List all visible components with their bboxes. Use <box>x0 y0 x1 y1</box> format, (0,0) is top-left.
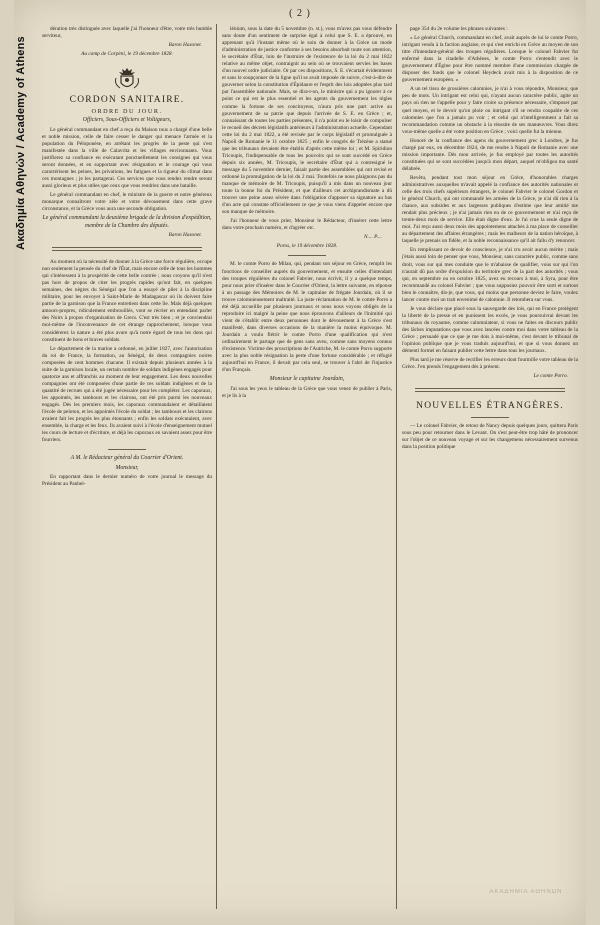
newspaper-page <box>14 0 586 925</box>
signature: Baron Hasonet. <box>168 42 202 49</box>
page-number: ( 2 ) <box>289 8 311 19</box>
divider <box>288 255 326 256</box>
archive-stamp: Ακαδημία Αθηνών / Academy of Athens <box>15 36 27 250</box>
salutation: Officiers, Sous-Officiers et Voltigeurs, <box>82 117 172 124</box>
dateline: Poros, le 19 décembre 1828. <box>276 243 338 250</box>
column-1 <box>42 26 212 916</box>
paragraph: J'ai l'honneur de vous prier, Monsieur le Rédacteur, d'insérer cette lettre dans votre prochain numéro, et d'agréer etc. <box>222 218 392 232</box>
royal-crest-icon <box>112 66 142 92</box>
paragraph: Le général commandant en chef a reçu du Maison tous a chargé d'une belle et noble mission, celle de faire cesser le danger qui menace l'armée et la population du Péloponèse, en arrêtant les progrès de la peste qui s'est manifestée dans la ville de Calavrita et les villages environnants. Vous justifierez sa confiance en exécutant ponctuellement les consignes qui vous seront données, et en supportant avec résignation et le courage qui vous caractérisent les peines, les privations, les fatigues et la rigueur du climat dans ces montagnes ; je les partagerai. Ces services que vous rendez rendre seront aussi glorieux et plus utiles que ceux que vous rendriez dans une bataille. <box>42 126 212 190</box>
paragraph: Honoré de la confiance des agens du gouvernement grec à Londres, je fus chargé par eux, en décembre 1824, de me rendre à Napoli de Romanie avec une mission importante. Dès mon arrivée, je fus employé par toutes les autorités constituées qui se sont succédées jusqu'à mon départ, auquel m'obligea ma santé délabrée. <box>402 137 578 172</box>
paragraph: — Le colonel Fabvier, de retour de Nancy depuis quelques jours, quittera Paris sous peu pour retourner dans le Levant. On s'est peut-être trop hâté de prononcer sur l'objet de ce nouveau voyage et sur les changemens nécessairement survenus dans la position politique <box>402 423 578 451</box>
paragraph: Je vous déclare que placé sous la sauvegarde des lois, qui en France protègent la liberté de la presse et en punissent les excès, je vous poursuivrai devant les tribunaux du royaume, comme calomniateur, si vous ne faites en discours public des lâches imputations que vous avez lancées contre moi dans votre tableau de la Grèce ; persuadé que ce que je me dois à moi-même, c'est devant le tribunal de l'opinion publique que je vous traduis aujourd'hui, et que si vous donnez un démenti formel en faisant publier cette lettre dans tous les journaux. <box>402 305 578 355</box>
section-heading: CORDON SANITAIRE. <box>69 95 185 106</box>
section-heading: NOUVELLES ÉTRANGÈRES. <box>416 401 564 412</box>
paragraph: Le général commandant en chef, le ministre de la guerre et notre généreux monarque connaîtront votre zèle et votre dévouement dans cette grave circonstance, et la Grèce vous aura une seconde obligation. <box>42 192 212 213</box>
paragraph: Plus tard je me réserve de rectifier les erreurs dont fourmille votre tableau de la Grèce. J'en prends l'engagement dès à présent. <box>402 357 578 371</box>
paragraph: A un tel tissu de grossières calomnies, je n'ai à vous répondre, Monsieur, que peu de mots. Un intrigant est celui qui, n'ayant aucun caractère public, agite un pays où rien ne l'appelle pour y faire croire sa présence nécessaire, s'imposer par quel moyen, et le devoir qu'on ploie ou intrigant s'il se rendra coupable de ces calomnies que l'on a jamais pu voir ; et celui qui n'intelligemment a fait sa recommandation comme un obstacle à la réussite de ses manœuvres. Vous direz vous-même quelle a été votre position en Grèce ; voici quelle fut la mienne. <box>402 86 578 135</box>
library-watermark: ΑΚΑΔΗΜΙΑ ΑΘΗΝΩΝ <box>489 889 563 895</box>
order-title: Le général commandant la deuxième brigade de la division d'expédition, membre de la Chambre des députés. <box>42 215 212 229</box>
divider <box>471 417 509 418</box>
column-rule-left <box>216 24 217 909</box>
signature: Baron Hasonet. <box>168 232 202 239</box>
column-3 <box>402 26 578 916</box>
paragraph: M. le comte Porro de Milan, qui, pendant son séjour en Grèce, remplit les fonctions de conseiller auprès du gouvernement, et ensuite celles d'intendant des troupes régulières du colonel Fabvier, nous écrivit, il y a quelque temps, pour nous prier d'insérer dans le Courrier d'Orient, la lettre suivante, en réponse à un passage des Mémoires de M. le capitaine de frégate Jourdain, où il se trouve calomnieusement maltraité. La juste réclamation de M. le comte Porro a été déjà accueillie par plusieurs journaux et nous nous voyons obligés de la reproduire ici malgré la peine que nous éprouvons d'ailleurs de l'inimitié qui vient de s'établir entre deux personnes dont le dévouement à la Grèce s'est manifesté, dans diverses occasions de la manière la moins équivoque. M. Jourdain a voulu flétrir le comte Porro d'une qualification qui n'est ordinairement le partage que de gens sans aveu, comme sans moyens connus d'existence. Victime des proscriptions de l'Autriche, M. le comte Porro supporte avec la plus noble résignation la perte d'une fortune considérable ; et réfugié aujourd'hui en France, il devait par cela seul, se trouver à l'abri de l'injustice d'un Français. <box>222 261 392 374</box>
paragraph: Au moment où la nécessité de donner à la Grèce une force régulière, occupe non seulement la pensée du chef de l'État, mais encore celle de tous les hommes qui s'intéressent à la prospérité de cette belle contrée ; nous croyons qu'il n'est pas hors de propos de citer les progrès rapides qu'ont fait, en quelques semaines, des nègres du Sénégal que l'on a essayé de plier à la discipline militaire, pour les envoyer à Saint-Marie de Madagascar où ils doivent faire partie de la garnison que la France entretient dans cette île. Mais déjà quelques amours-propres, ridiculement embrouillés, vont se récrier en entendant parler des Noirs à propos d'organisation de Grecs. C'est très bien ; et je conviendrai moi-même de l'inconvenance de cet étrange rapprochement, lorsque vous considérerez la nature a été plus avare qu'à notre égard de tous les dons qui constituent de bons et braves soldats. <box>42 259 212 343</box>
paragraph: Revêtu, pendant tout mon séjour en Grèce, d'honorables charges administratives auxquelles m'avait appelé la confiance des autorités nationales et celle des trois chefs supérieurs étrangers, le colonel Fabvier le colonel Gordon et le général Church, qui ont commandé les armées de la Grèce, je n'ai dû rien à la chance, aux subsides et aux largesses publiques d'estime que leur amitié me rendait plus précieux ; je n'ai jamais rien eu de ce gouvernement et n'ai reçu de trente-deux mois de service. Elle était digne d'eux. Je l'ai crue la seule digne de moi. J'ai reçu aussi deux mois des appointemens attachés à ma place de conseiller au département des affaires étrangères ; mais les malheurs de la nation héroïque, à laquelle je prenais un fidèle, et la noble reconnaissance qu'il ait fallu d'y renoncer. <box>402 174 578 245</box>
salutation: Monsieur, <box>115 464 139 471</box>
salutation: Monsieur le capitaine Jourdain, <box>269 376 345 383</box>
signature: Le comte Porro. <box>533 373 568 380</box>
paragraph: dération très distinguée avec laquelle j'ai l'honneur d'être, votre très humble serviteur, <box>42 26 212 40</box>
column-rule-right <box>396 24 397 909</box>
paragraph: En rapportant dans le dernier numéro de votre journal le message du Président au Panhel- <box>42 474 212 488</box>
section-subheading: ORDRE DU JOUR. <box>91 108 163 116</box>
section-divider <box>52 247 202 251</box>
signature: N.... P.... <box>363 234 382 241</box>
dateline: Au camp de Corpèni, le 19 décembre 1828. <box>81 51 173 58</box>
paragraph: Le département de la marine a ordonné, en juillet 1827, avec l'autorisation du roi de France, la formation, au Sénégal, de deux compagnies noires composées de cent hommes chacune. Il existait depuis plusieurs années à la suite de la garnison locale, un certain nombre de soldats indigènes engagés pour quatorze ans et affranchis au moment de leur engagement. Les deux nouvelles compagnies ont été composées d'une partie de ces soldats indigènes et de la quantité de recrues qui a été jugée nécessaire pour les compléter. Les caporaux, les appointés, les tambours et les clairons, ont été pris parmi les nouveaux engagés. Dès les premiers mois, les caporaux commandaient et détaillaient l'école de peloton, et les appointés l'école du soldat ; les tambours et les clairons avaient fait les progrès les plus étonnants ; enfin les soldats exécutaient, avec ensemble, la charge et les feux. Ils avaient suivi à l'école d'enseignement mutuel les cours de lecture et d'écriture, et déjà les caporaux en savaient assez pour être fourriers. <box>42 345 212 444</box>
paragraph: « Le général Church, commandant en chef, avait auprès de lui le comte Porro, intrigant vendu à la faction anglaise, et qui s'est enrichi en Grèce au moyen de son titre d'intendant-général des troupes régulières. Lorsque le colonel Fabvier fut enfermé dans la citadelle d'Athènes, le comte Porro s'entendit avec le gouvernement d'Égine pour être nommé membre d'une commission chargée de disposer des fonds que le colonel Heydeck avait mis à la disposition de ce gouvernement européen. » <box>402 35 578 84</box>
column-2 <box>222 26 392 916</box>
section-divider <box>415 388 565 392</box>
letter-address: A M. le Rédacteur général du Courrier d'Orient. <box>70 455 184 462</box>
divider <box>108 449 146 450</box>
paragraph: page 354 du 2e volume les phrases suivantes : <box>410 26 508 32</box>
paragraph: J'ai sous les yeux le tableau de la Grèce que vous venez de publier à Paris, et je lis à la <box>222 385 392 399</box>
paragraph: lénium, sous la date du 5 novembre (n. st.), vous m'avez pas vous défendre sans doute d'un sentiment de surprise égal à celui que S. E. a éprouvé, en apprenant qu'à l'instant même où le soin de donner à la Grèce un mode d'administration de justice conforme à ses besoins absorbait toute son attention, le secrétaire d'État, loin de l'instruire de l'existence de la loi du 2 mai 1822 relative au même objet, contraignit au sein où se trouvaient servies les bases d'un nouvel ordre judiciaire. Or par ces dispositions, S. E. s'écartait évidemment et sans le soupçonner de la ligne qu'il se avait imposée de suivre, c'est-à-dire de gouverner selon la constitution d'Épidaure et l'esprit des lois adoptées plus tard par l'assemblée nationale. Mais, se dira-t-on, le ministre qui a pu ignorer à ce point ce qui est le plus essentiel et les agents du gouvernement les règles comme la fortune de ses concitoyens, n'aura pris une part active au gouvernement de sa patrie que depuis l'arrivée de S. E. en Grèce ; et, connaissant de toutes les parties présentes, il n'a point eu le loisir de compulser le recueil des décrets législatifs antérieurs à l'administration actuelle. Cependant cette loi du 2 mai 1822, a été revisée par le corps législatif et promulguée à Napoli de Romanie le 11 octobre 1825 ; enfin le congrès de Trézène a statué que les tribunaux devaient être établis d'après cette même loi ; et M. Spiridion Tricoupis, l'indispensable de tous les pouvoirs qui se sont succédé en Grèce depuis six années, M. Tricoupis, le secrétaire d'État qui a contresigné le message du 5 novembre dernier, faisait partie des assemblées qui ont revisé et ordonné la promulgation de la loi du 2 mai. Toutefois ne nous plaignons pas du manque de mémoire de M. Tricoupis, puisqu'il a mis dans un nouveau jour toute la bonne foi du Président, et que d'ailleurs cet archiprandismate a dû trouver une peine assez sévère dans l'obligation d'apposer sa signature au bas d'un acte qui constate officiellement ce que je vous viens d'appeler encore que son manque de mémoire. <box>222 26 392 216</box>
paragraph: En remplissant ce devoir de conscience, je n'ai cru avoir aucun mérite ; mais j'étais aussi loin de penser que vous, Monsieur, sans caractère public, comme sans droit, vous sur qui mes conduite que le m'abaisse de qualifier, vous sur qui l'on n'aurait dû pas ordre d'expulsion du territoire grec de la part des autorités ; vous qui, en septembre ou en octobre 1825, avez eu recours à moi, à Syra, pour être recommandé au colonel Fabvier ; que vous supposiez pouvoir être sorti et surtout bien le connaître, dis-je, que vous, qui moins que personne deviez le faire, voulez lancer contre moi un trait envenimé de calomnie. Il retombera sur vous. <box>402 247 578 303</box>
